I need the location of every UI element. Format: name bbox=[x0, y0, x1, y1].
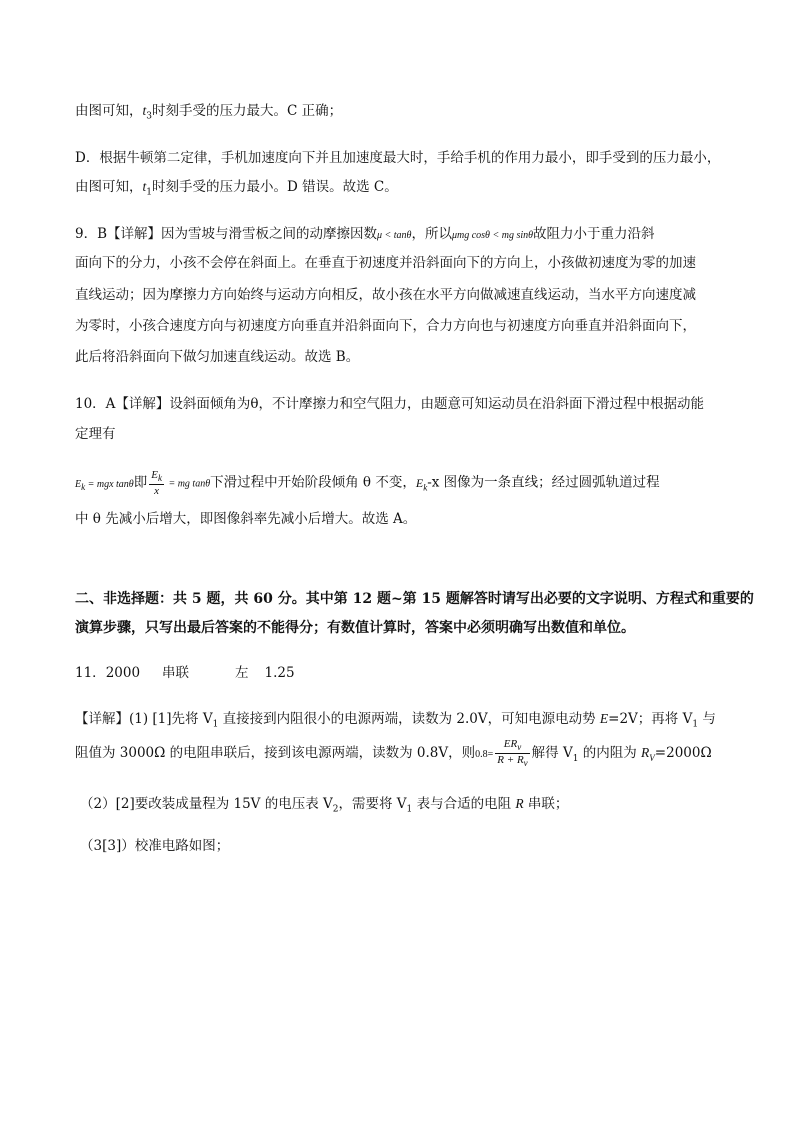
math-expression: μ < tanθ bbox=[377, 230, 412, 241]
text-line: 为零时，小孩合速度方向与初速度方向垂直并沿斜面向下，合力方向也与初速度方向垂直并沿斜面向下， bbox=[75, 318, 696, 334]
answer-line bbox=[75, 663, 295, 683]
text-line bbox=[75, 709, 716, 735]
math-expression: μmg cosθ < mg sinθ bbox=[451, 230, 534, 241]
text-span: 与 bbox=[698, 711, 716, 727]
text-span: 故阻力小于重力沿斜 bbox=[533, 226, 655, 242]
text-span: 阻值为 3000Ω 的电阻串联后，接到该电源两端，读数为 0.8V，则 bbox=[75, 745, 476, 762]
answer-4: 1.25 bbox=[264, 665, 295, 681]
text-span: ，所以 bbox=[411, 226, 452, 242]
text-span: 由图可知， bbox=[75, 103, 143, 119]
fraction: $\frac{E_k}{x}$ bbox=[151, 469, 162, 498]
text-line: 中 θ 先减小后增大，即图像斜率先减小后增大。故选 A。 bbox=[75, 511, 417, 527]
text-line bbox=[75, 101, 342, 127]
text-span: 直接接到内阻很小的电源两端，读数为 2.0V，可知电源电动势 bbox=[218, 711, 600, 727]
text-span: 表与合适的电阻 bbox=[412, 796, 516, 812]
text-line: 面向下的分力，小孩不会停在斜面上。在垂直于初速度并沿斜面向下的方向上，小孩做初速度为零的加速 bbox=[75, 255, 696, 271]
text-span: 9．B【详解】因为雪坡与滑雪板之间的动摩擦因数 bbox=[75, 226, 378, 242]
text-line bbox=[75, 177, 398, 203]
text-span: 由图可知， bbox=[75, 179, 143, 195]
text-line: （3[3]）校准电路如图； bbox=[80, 838, 230, 854]
math-variable: R bbox=[515, 796, 524, 811]
text-line bbox=[80, 794, 568, 820]
text-span: 即 bbox=[133, 474, 148, 491]
math-variable: $E_k$ bbox=[415, 475, 428, 492]
text-line: D．根据牛顿第二定律，手机加速度向下并且加速度最大时，手给手机的作用力最小，即手受到的压力最小， bbox=[75, 150, 721, 166]
subscript: 1 bbox=[212, 719, 219, 730]
text-span: =2V；再将 V bbox=[608, 711, 693, 727]
text-line bbox=[75, 224, 655, 246]
text-span: ，需要将 V bbox=[338, 796, 407, 812]
section-heading: 演算步骤，只写出最后答案的不能得分；有数值计算时，答案中必须明确写出数值和单位。 bbox=[75, 620, 635, 636]
math-expression: $E_k$ = mgx tanθ bbox=[75, 478, 134, 492]
subscript: 1 bbox=[572, 753, 579, 764]
text-span: 串联； bbox=[523, 796, 569, 812]
text-span: 解得 V bbox=[531, 745, 573, 762]
text-line: 直线运动；因为摩擦力方向始终与运动方向相反，故小孩在水平方向做减速直线运动，当水平方向速度减 bbox=[75, 287, 696, 303]
text-line: 此后将沿斜面向下做匀加速直线运动。故选 B。 bbox=[75, 349, 360, 365]
text-span: 【详解】(1) [1]先将 V bbox=[75, 711, 213, 727]
text-line: 定理有 bbox=[75, 426, 116, 442]
text-span: 时刻手受的压力最小。D 错误。故选 C。 bbox=[152, 179, 398, 195]
subscript: 1 bbox=[146, 187, 152, 198]
text-span: 下滑过程中开始阶段倾角 θ 不变， bbox=[210, 474, 416, 491]
text-span: -x 图像为一条直线；经过圆弧轨道过程 bbox=[427, 474, 660, 491]
math-variable: E bbox=[599, 711, 609, 726]
text-span: 的内阻为 bbox=[578, 745, 642, 762]
text-line bbox=[75, 469, 660, 500]
math-expression: = mg tanθ bbox=[165, 478, 211, 490]
text-span: =2000Ω bbox=[654, 745, 712, 762]
math-variable: t bbox=[142, 103, 147, 118]
subscript: 3 bbox=[146, 111, 152, 122]
subscript: 2 bbox=[332, 804, 339, 815]
text-span: 时刻手受的压力最大。C 正确； bbox=[152, 103, 343, 119]
math-variable: R bbox=[641, 745, 650, 761]
answer-2: 串联 bbox=[162, 665, 190, 681]
subscript: V bbox=[649, 752, 655, 763]
text-span: （2）[2]要改装成量程为 15V 的电压表 V bbox=[80, 796, 333, 812]
text-line: 10．A【详解】设斜面倾角为θ，不计摩擦力和空气阻力，由题意可知运动员在沿斜面下滑过程中根据动能 bbox=[75, 396, 705, 412]
subscript: 1 bbox=[692, 719, 699, 730]
math-expression: 0.8= bbox=[475, 749, 494, 761]
math-variable: t bbox=[142, 179, 147, 194]
fraction: $\frac{ER_v}{R + R_v}$ bbox=[497, 738, 528, 769]
question-number: 11． bbox=[75, 665, 106, 681]
text-line bbox=[75, 738, 712, 773]
answer-3: 左 bbox=[235, 665, 249, 681]
answer-1: 2000 bbox=[105, 665, 141, 681]
section-heading: 二、非选择题：共 5 题，共 60 分。其中第 12 题~第 15 题解答时请写出必要的文字说明、方程式和重要的 bbox=[75, 591, 754, 607]
subscript: 1 bbox=[406, 804, 413, 815]
